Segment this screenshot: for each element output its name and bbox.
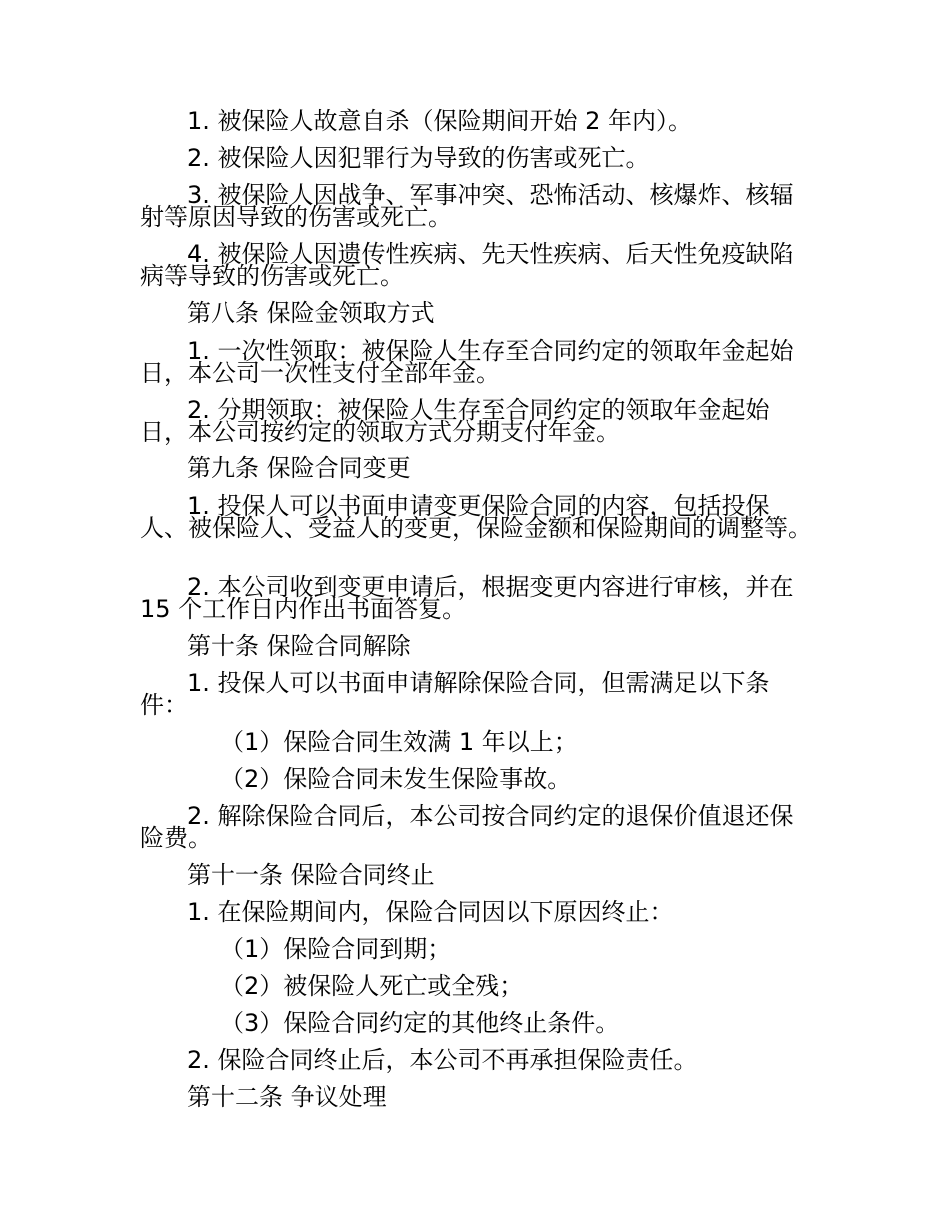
sub-clause-item: （1）保险合同生效满 1 年以上； (220, 728, 578, 756)
clause-paragraph: 1. 被保险人故意自杀（保险期间开始 2 年内）。 (187, 107, 693, 135)
clause-paragraph: 2. 解除保险合同后，本公司按合同约定的退保价值退还保险费。 (140, 802, 794, 852)
section-heading: 第十条 保险合同解除 (187, 632, 411, 660)
clause-paragraph: 4. 被保险人因遗传性疾病、先天性疾病、后天性免疫缺陷病等导致的伤害或死亡。 (140, 240, 794, 290)
section-heading: 第八条 保险金领取方式 (187, 299, 435, 327)
sub-clause-item: （2）被保险人死亡或全残； (220, 972, 524, 1000)
clause-paragraph: 3. 被保险人因战争、军事冲突、恐怖活动、核爆炸、核辐射等原因导致的伤害或死亡。 (140, 181, 794, 231)
section-heading: 第十一条 保险合同终止 (187, 861, 435, 889)
section-heading: 第九条 保险合同变更 (187, 454, 411, 482)
clause-paragraph: 1. 在保险期间内，保险合同因以下原因终止： (187, 898, 674, 926)
clause-paragraph: 2. 被保险人因犯罪行为导致的伤害或死亡。 (187, 144, 650, 172)
sub-clause-item: （1）保险合同到期； (220, 935, 452, 963)
sub-clause-item: （2）保险合同未发生保险事故。 (220, 765, 572, 793)
clause-paragraph: 2. 保险合同终止后，本公司不再承担保险责任。 (187, 1046, 698, 1074)
sub-clause-item: （3）保险合同约定的其他终止条件。 (220, 1009, 620, 1037)
clause-paragraph: 2. 分期领取：被保险人生存至合同约定的领取年金起始日，本公司按约定的领取方式分期支付年金。 (140, 396, 770, 446)
section-heading: 第十二条 争议处理 (187, 1083, 387, 1111)
clause-paragraph: 1. 投保人可以书面申请解除保险合同，但需满足以下条件： (140, 669, 770, 719)
clause-paragraph: 1. 一次性领取：被保险人生存至合同约定的领取年金起始日，本公司一次性支付全部年金。 (140, 337, 794, 387)
clause-paragraph: 1. 投保人可以书面申请变更保险合同的内容，包括投保人、被保险人、受益人的变更，保险金额和保险期间的调整等。 (140, 492, 812, 542)
clause-paragraph: 2. 本公司收到变更申请后，根据变更内容进行审核，并在 15 个工作日内作出书面答复。 (140, 573, 794, 623)
